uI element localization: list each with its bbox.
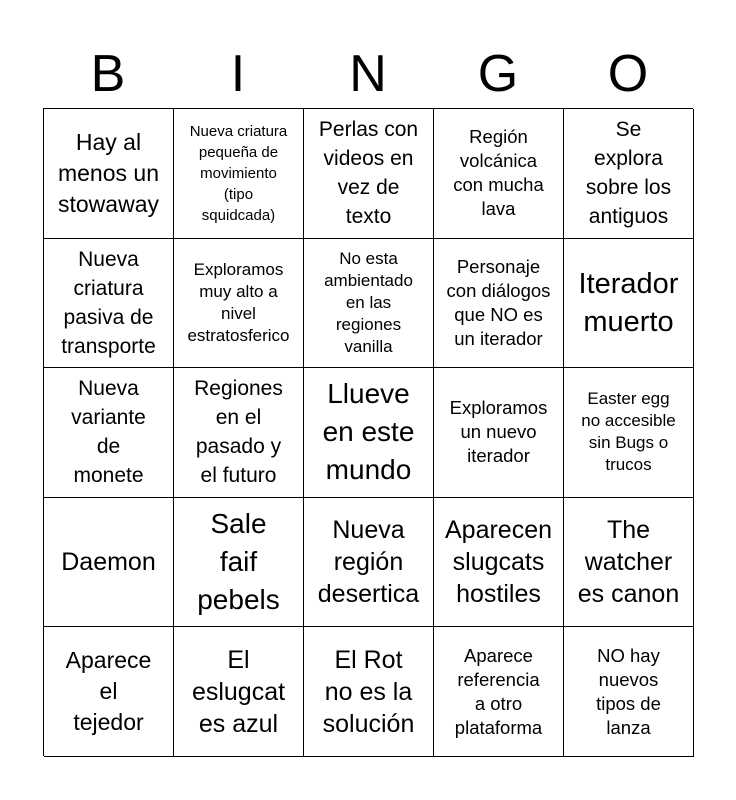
cell-text: Aparecen slugcats hostiles xyxy=(444,516,553,609)
header-letter-o: O xyxy=(607,45,649,103)
cell-text: Nueva criatura pasiva de transporte xyxy=(61,247,156,358)
cell-text: Exploramos muy alto a nivel estratosferico xyxy=(187,259,290,345)
cell-text: Personaje con diálogos que NO es un iterador xyxy=(446,255,551,349)
bingo-cell-r2c4[interactable] xyxy=(434,239,564,369)
bingo-cell-r2c3[interactable] xyxy=(304,239,434,369)
bingo-cell-r5c3[interactable] xyxy=(304,627,434,757)
cell-text: Iterador muerto xyxy=(578,267,679,338)
bingo-cell-r1c3[interactable] xyxy=(304,109,434,239)
bingo-cell-r4c1[interactable] xyxy=(44,498,174,628)
cell-text: Llueve en este mundo xyxy=(322,378,415,486)
bingo-cell-r4c5[interactable] xyxy=(564,498,694,628)
bingo-cell-r1c2[interactable] xyxy=(174,109,304,239)
cell-text: NO hay nuevos tipos de lanza xyxy=(596,644,661,738)
bingo-cell-r3c4[interactable] xyxy=(434,368,564,498)
cell-text: Easter egg no accesible sin Bugs o trucos xyxy=(581,389,676,475)
cell-text: Aparece referencia a otro plataforma xyxy=(454,644,543,738)
bingo-cell-r3c3[interactable] xyxy=(304,368,434,498)
cell-text: El eslugcat es azul xyxy=(191,645,286,738)
bingo-cell-r5c1[interactable] xyxy=(44,627,174,757)
bingo-cell-r1c4[interactable] xyxy=(434,109,564,239)
cell-text: Sale faif pebels xyxy=(197,508,280,616)
bingo-cell-r2c5[interactable] xyxy=(564,239,694,369)
cell-text: Perlas con videos en vez de texto xyxy=(318,118,419,229)
bingo-cell-r2c1[interactable] xyxy=(44,239,174,369)
bingo-cell-r1c1[interactable] xyxy=(44,109,174,239)
header-letter-i: I xyxy=(230,45,246,103)
cell-text: No esta ambientado en las regiones vanilla xyxy=(324,248,413,356)
cell-text: Hay al menos un stowaway xyxy=(57,128,159,217)
header-letter-g: G xyxy=(477,45,519,103)
cell-text: Nueva región desertica xyxy=(317,516,420,609)
bingo-cell-r1c5[interactable] xyxy=(564,109,694,239)
bingo-cell-r4c4[interactable] xyxy=(434,498,564,628)
bingo-cell-r2c2[interactable] xyxy=(174,239,304,369)
cell-text: Exploramos un nuevo iterador xyxy=(449,397,548,467)
cell-text: Región volcánica con mucha lava xyxy=(453,126,544,220)
bingo-cell-r5c4[interactable] xyxy=(434,627,564,757)
bingo-cell-r3c5[interactable] xyxy=(564,368,694,498)
bingo-cell-r4c3[interactable] xyxy=(304,498,434,628)
cell-text: The watcher es canon xyxy=(577,516,680,609)
bingo-cell-r3c1[interactable] xyxy=(44,368,174,498)
cell-text: Nueva variante de monete xyxy=(71,377,146,488)
cell-text: Regiones en el pasado y el futuro xyxy=(194,377,283,488)
header-letter-n: N xyxy=(349,45,387,103)
bingo-cell-r5c2[interactable] xyxy=(174,627,304,757)
bingo-cell-r3c2[interactable] xyxy=(174,368,304,498)
bingo-cell-r4c2[interactable] xyxy=(174,498,304,628)
cell-text: Aparece el tejedor xyxy=(65,647,152,736)
cell-text: El Rot no es la solución xyxy=(322,645,415,738)
header-letter-b: B xyxy=(90,45,126,103)
bingo-cell-r5c5[interactable] xyxy=(564,627,694,757)
cell-text: Nueva criatura pequeña de movimiento (tipo squidcada) xyxy=(189,122,288,224)
bingo-header xyxy=(43,40,693,108)
cell-text: Se explora sobre los antiguos xyxy=(585,118,672,229)
bingo-board xyxy=(43,108,693,756)
cell-text: Daemon xyxy=(61,548,156,577)
